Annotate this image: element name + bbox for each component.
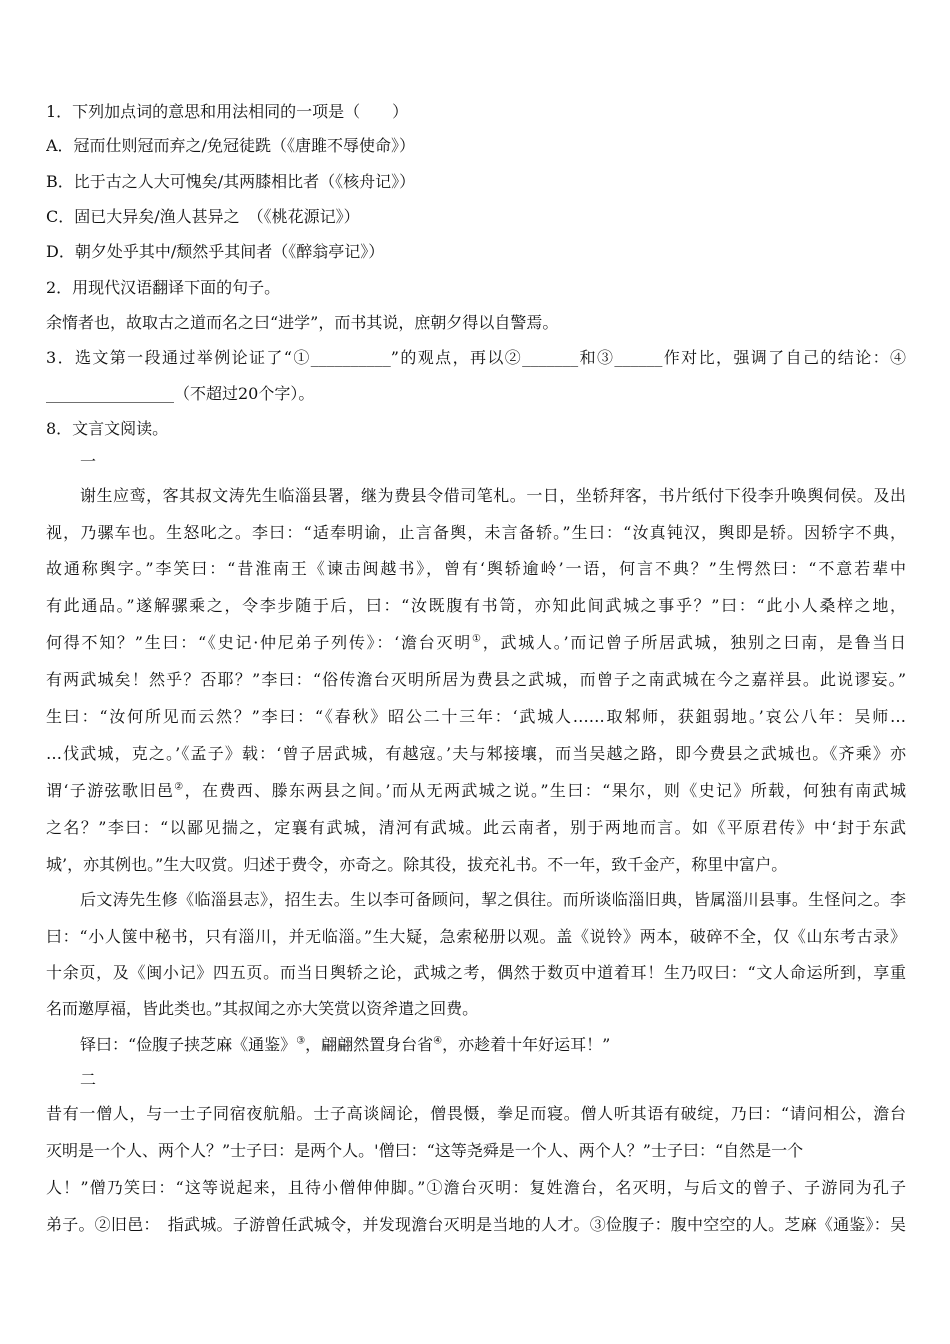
p1-line-5-head: 何得不知？”生曰：“《史记·仲尼弟子列传》：‘澹台灭明 bbox=[46, 633, 472, 652]
p3-head: 铎曰：“俭腹子挟芝麻《通鉴》 bbox=[80, 1035, 297, 1054]
p3-line bbox=[80, 1034, 906, 1056]
p1-line-9-head: 谓‘子游弦歌旧邑 bbox=[46, 781, 175, 800]
p2-line-1: 后文涛先生修《临淄县志》，招生去。生以李可备顾问，挈之俱往。而所谈临淄旧典，皆属淄川县事。生怪问之。李 bbox=[80, 890, 906, 909]
q1-option-b: B．比于古之人大可愧矣/其两膝相比者（《核舟记》） bbox=[46, 172, 416, 191]
p1-line-7: 生曰：“汝何所见而云然？”李曰：“《春秋》昭公二十三年：‘武城人……取邾师，获鉏弱地。’哀公八年：吴师… bbox=[46, 707, 906, 726]
p3-mid: ，翩翩然置身台省 bbox=[305, 1035, 434, 1054]
p1-line-6: 有两武城矣！然乎？否耶？”李曰：“俗传澹台灭明所居为费县之武城，而曾子之南武城在今之嘉祥县。此说谬妄。” bbox=[46, 670, 906, 689]
p1-line-4: 有此通品。”遂解骡乘之，令李步随于后，曰：“汝既腹有书笥，亦知此间武城之事乎？”曰：“此小人桑梓之地， bbox=[46, 596, 906, 615]
p1-line-3: 故通称舆字。”李笑曰：“昔淮南王《谏击闽越书》，曾有‘舆轿逾岭’一语，何言不典？”生愕然曰：“不意若辈中 bbox=[46, 559, 906, 578]
p1-line-5-tail: ，武城人。’而记曾子所居武城，独别之曰南，是鲁当日 bbox=[482, 633, 906, 652]
p1-line-10: 之名？”李曰：“以鄙见揣之，定襄有武城，清河有武城。此云南者，别于两地而言。如《平原君传》中‘封于东武 bbox=[46, 818, 906, 837]
part2-label: 二 bbox=[80, 1070, 97, 1089]
q2-stem: 2．用现代汉语翻译下面的句子。 bbox=[46, 278, 281, 297]
p1-line-9 bbox=[46, 780, 906, 802]
p4-line-3: 人！”僧乃笑曰：“这等说起来，且待小僧伸伸脚。”①澹台灭明：复姓澹台，名灭明，与后文的曾子、子游同为孔子 bbox=[46, 1178, 906, 1197]
q1-stem: 1．下列加点词的意思和用法相同的一项是（ ） bbox=[46, 102, 409, 121]
part1-label: 一 bbox=[80, 452, 97, 471]
q1-option-c: C．固已大异矣/渔人甚异之 （《桃花源记》） bbox=[46, 207, 360, 226]
p2-line-3: 十余页，及《闽小记》四五页。而当日舆轿之论，武城之考，偶然于数页中道着耳！生乃叹曰：“文人命运所到，享重 bbox=[46, 963, 906, 982]
q1-option-d: D．朝夕处乎其中/颓然乎其间者（《醉翁亭记》） bbox=[46, 242, 385, 261]
p1-line-2: 视，乃骡车也。生怒叱之。李曰：“适奉明谕，止言备舆，未言备轿。”生曰：“汝真钝汉，舆即是轿。因轿字不典， bbox=[46, 523, 906, 542]
q3-line-2: ________________（不超过20个字）。 bbox=[46, 384, 315, 403]
p1-line-1: 谢生应鸾，客其叔文涛先生临淄县署，继为费县令借司笔札。一日，坐轿拜客，书片纸付下役李升唤舆伺侯。及出 bbox=[80, 486, 906, 505]
p1-line-9-tail: ，在费西、滕东两县之间。’而从无两武城之说。”生曰：“果尔，则《史记》所载，何独有南武城 bbox=[184, 781, 906, 800]
footnote-marker-3: ③ bbox=[296, 1035, 306, 1047]
p3-tail: ，亦趁着十年好运耳！” bbox=[442, 1035, 611, 1054]
q1-option-a: A．冠而仕则冠而弃之/免冠徒跣（《唐雎不辱使命》） bbox=[46, 136, 415, 155]
p4-line-4: 弟子。②旧邑： 指武城。子游曾任武城令，并发现澹台灭明是当地的人才。③俭腹子：腹中空空的人。芝麻《通鉴》：吴 bbox=[46, 1215, 906, 1234]
p4-line-2: 灭明是一个人、两个人？”士子曰：是两个人。'僧曰：“这等尧舜是一个人、两个人？”士子曰：“自然是一个 bbox=[46, 1141, 804, 1160]
p1-line-5 bbox=[46, 632, 906, 654]
p1-line-11: 城’，亦其例也。”生大叹赏。归述于费令，亦奇之。除其役，拔充礼书。不一年，致千金产，称里中富户。 bbox=[46, 855, 788, 874]
section8-title: 8．文言文阅读。 bbox=[46, 419, 169, 438]
p2-line-4: 名而邀厚福，皆此类也。”其叔闻之亦大笑赏以资斧遣之回费。 bbox=[46, 999, 479, 1018]
q3-line-1: 3．选文第一段通过举例论证了“①__________”的观点，再以②_______和③______作对比，强调了自己的结论：④ bbox=[46, 348, 906, 367]
q2-sentence: 余惰者也，故取古之道而名之曰“进学”，而书其说，庶朝夕得以自警焉。 bbox=[46, 313, 559, 332]
footnote-marker-2: ② bbox=[174, 781, 185, 793]
p1-line-8: …伐武城，克之。’《孟子》载：‘曾子居武城，有越寇。’夫与邾接壤，而当吴越之路，即今费县之武城也。《齐乘》亦 bbox=[46, 744, 906, 763]
footnote-marker-4: ④ bbox=[433, 1035, 443, 1047]
p2-line-2: 曰：“小人箧中秘书，只有淄川，并无临淄。”生大疑，急索秘册以观。盖《说铃》两本，破碎不全，仅《山东考古录》 bbox=[46, 927, 906, 946]
footnote-marker-1: ① bbox=[472, 633, 483, 645]
p4-line-1: 昔有一僧人，与一士子同宿夜航船。士子高谈阔论，僧畏慑，拳足而寝。僧人听其语有破绽，乃曰：“请问相公，澹台 bbox=[46, 1104, 906, 1123]
